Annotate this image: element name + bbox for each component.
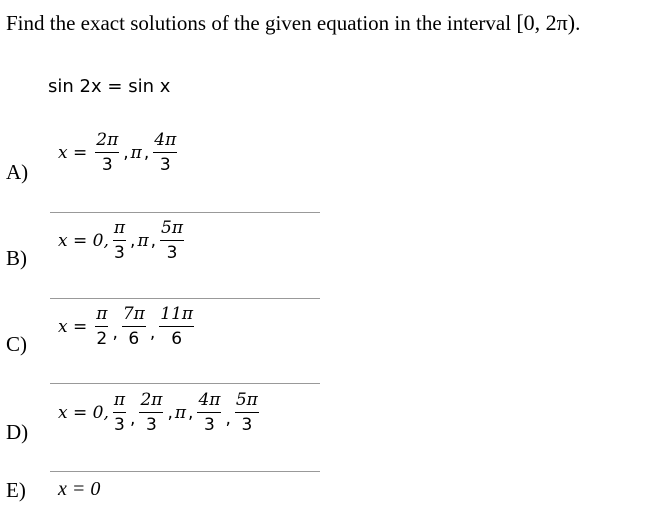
fraction: $\frac{5\pi}{3}$ <box>161 218 184 263</box>
equation: sin 2x = sin x <box>48 76 171 97</box>
fraction: $\frac{11\pi}{6}$ <box>160 304 194 349</box>
fraction: $\frac{2\pi}{3}$ <box>140 390 163 435</box>
option-b-answer[interactable]: x = 0, $\frac{\pi}{3}$ , π , $\frac{5\pi}{3}$ <box>58 218 184 263</box>
fraction: $\frac{\pi}{3}$ <box>113 390 126 435</box>
option-e-letter[interactable]: E) <box>6 478 26 502</box>
option-a-letter[interactable]: A) <box>6 160 29 184</box>
fraction: $\frac{7\pi}{6}$ <box>122 304 145 349</box>
question-text: Find the exact solutions of the given equation in the interval [0, 2π). <box>6 10 581 35</box>
divider <box>50 212 320 213</box>
option-e-answer[interactable]: x = 0 <box>58 478 101 500</box>
option-d-letter[interactable]: D) <box>6 420 29 444</box>
divider <box>50 471 320 472</box>
fraction: $\frac{2\pi}{3}$ <box>96 130 119 175</box>
interval: [0, 2π) <box>516 10 576 35</box>
divider <box>50 383 320 384</box>
option-a-answer[interactable]: x = $\frac{2\pi}{3}$ , π , $\frac{4\pi}{3}$ <box>58 130 177 175</box>
option-c-letter[interactable]: C) <box>6 332 27 356</box>
fraction: $\frac{\pi}{3}$ <box>113 218 126 263</box>
option-b-letter[interactable]: B) <box>6 246 27 270</box>
fraction: $\frac{4\pi}{3}$ <box>198 390 221 435</box>
option-c-answer[interactable]: x = $\frac{\pi}{2}$ , $\frac{7\pi}{6}$ , $\frac{11\pi}{6}$ <box>58 304 194 349</box>
fraction: $\frac{5\pi}{3}$ <box>235 390 258 435</box>
fraction: $\frac{4\pi}{3}$ <box>154 130 177 175</box>
option-d-answer[interactable]: x = 0, $\frac{\pi}{3}$ , $\frac{2\pi}{3}$ , π , $\frac{4\pi}{3}$ , $\frac{5\pi}{3}$ <box>58 390 258 435</box>
divider <box>50 298 320 299</box>
fraction: $\frac{\pi}{2}$ <box>96 304 108 349</box>
